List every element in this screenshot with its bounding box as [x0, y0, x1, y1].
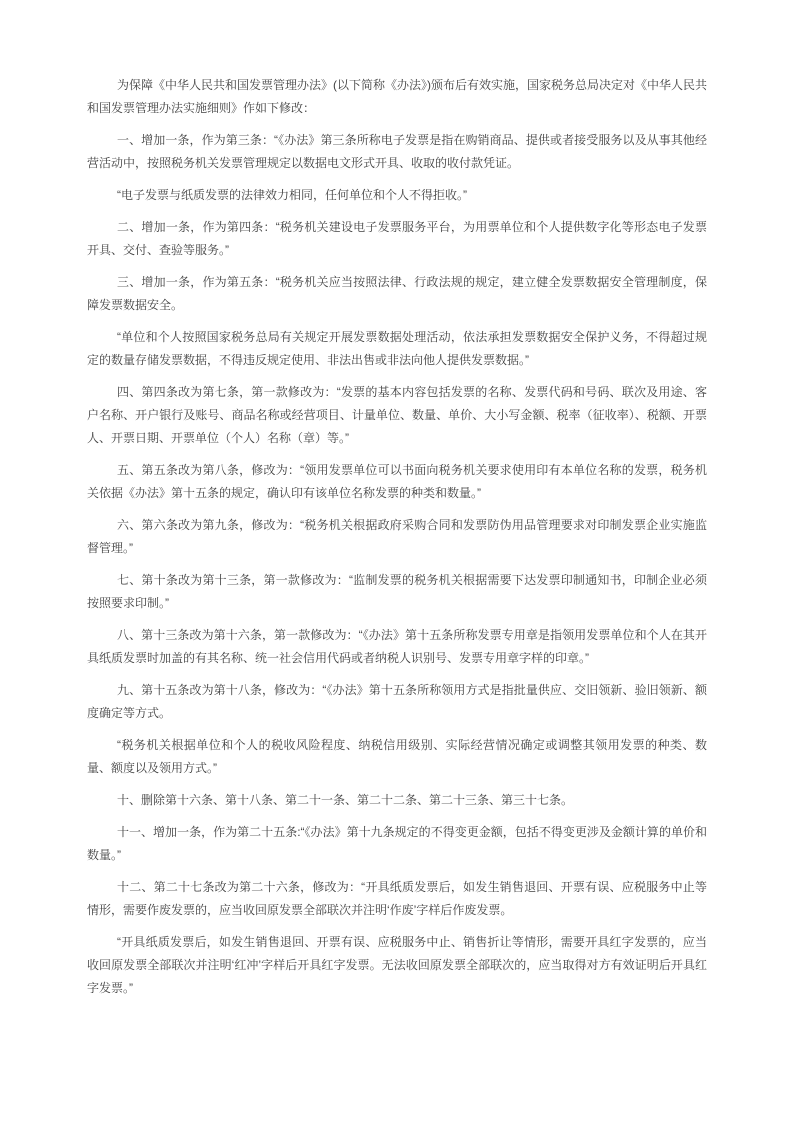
paragraph-item-12: 十二、第二十七条改为第二十六条，修改为：“开具纸质发票后，如发生销售退回、开票有误、应税服务中止等情形，需要作废发票的，应当收回原发票全部联次并注明‘作废’字样后作废发票。 — [87, 880, 707, 917]
document-body — [87, 74, 707, 1000]
paragraph-item-4: 四、第四条改为第七条，第一款修改为：“发票的基本内容包括发票的名称、发票代码和号码、联次及用途、客户名称、开户银行及账号、商品名称或经营项目、计量单位、数量、单价、大小写金额、税率（征收率）、税额、开票人、开票日期、开票单位（个人）名称（章）等。” — [87, 385, 707, 445]
paragraph-item-3-cont: “单位和个人按照国家税务总局有关规定开展发票数据处理活动，依法承担发票数据安全保护义务，不得超过规定的数量存储发票数据，不得违反规定使用、非法出售或非法向他人提供发票数据。” — [87, 330, 707, 367]
paragraph-item-12-cont: “开具纸质发票后，如发生销售退回、开票有误、应税服务中止、销售折让等情形，需要开具红字发票的，应当收回原发票全部联次并注明‘红冲’字样后开具红字发票。无法收回原发票全部联次的，应当取得对方有效证明后开具红字发票。” — [87, 935, 707, 995]
paragraph-item-5: 五、第五条改为第八条，修改为：“领用发票单位可以书面向税务机关要求使用印有本单位名称的发票，税务机关依据《办法》第十五条的规定，确认印有该单位名称发票的种类和数量。” — [87, 463, 707, 500]
paragraph-item-11: 十一、增加一条，作为第二十五条:“《办法》第十九条规定的不得变更金额，包括不得变更涉及金额计算的单价和数量。” — [87, 825, 707, 862]
paragraph-item-6: 六、第六条改为第九条，修改为：“税务机关根据政府采购合同和发票防伪用品管理要求对印制发票企业实施监督管理。” — [87, 518, 707, 555]
paragraph-intro: 为保障《中华人民共和国发票管理办法》(以下简称《办法》)颁布后有效实施，国家税务总局决定对《中华人民共和国发票管理办法实施细则》作如下修改： — [87, 78, 707, 115]
paragraph-item-1: 一、增加一条，作为第三条：“《办法》第三条所称电子发票是指在购销商品、提供或者接受服务以及从事其他经营活动中，按照税务机关发票管理规定以数据电文形式开具、收取的收付款凭证。 — [87, 133, 707, 170]
paragraph-item-8: 八、第十三条改为第十六条，第一款修改为：“《办法》第十五条所称发票专用章是指领用发票单位和个人在其开具纸质发票时加盖的有其名称、统一社会信用代码或者纳税人识别号、发票专用章字样的印章。” — [87, 628, 707, 665]
paragraph-item-1-cont: “电子发票与纸质发票的法律效力相同，任何单位和个人不得拒收。” — [117, 188, 467, 202]
paragraph-item-3: 三、增加一条，作为第五条：“税务机关应当按照法律、行政法规的规定，建立健全发票数据安全管理制度，保障发票数据安全。 — [87, 275, 707, 312]
paragraph-item-2: 二、增加一条，作为第四条：“税务机关建设电子发票服务平台，为用票单位和个人提供数字化等形态电子发票开具、交付、查验等服务。” — [87, 220, 707, 257]
paragraph-item-9-cont: “税务机关根据单位和个人的税收风险程度、纳税信用级别、实际经营情况确定或调整其领用发票的种类、数量、额度以及领用方式。” — [87, 738, 707, 775]
paragraph-item-9: 九、第十五条改为第十八条，修改为：“《办法》第十五条所称领用方式是指批量供应、交旧领新、验旧领新、额度确定等方式。 — [87, 683, 707, 720]
paragraph-item-10: 十、删除第十六条、第十八条、第二十一条、第二十二条、第二十三条、第三十七条。 — [117, 793, 574, 807]
paragraph-item-7: 七、第十条改为第十三条，第一款修改为：“监制发票的税务机关根据需要下达发票印制通知书，印制企业必须按照要求印制。” — [87, 573, 707, 610]
